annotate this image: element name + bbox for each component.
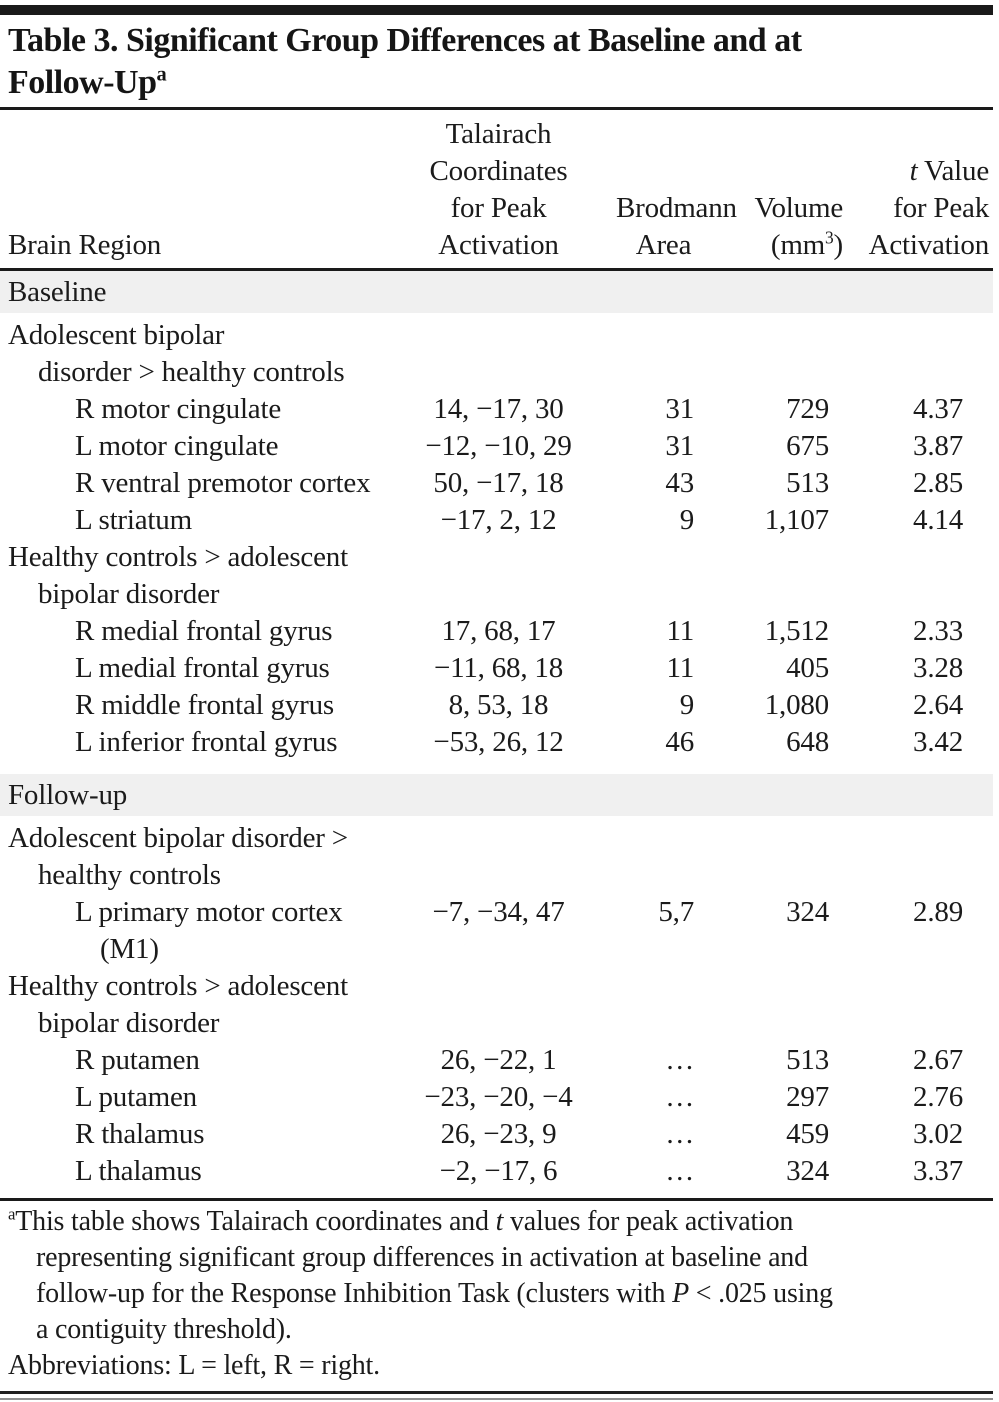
cell-brain-region: L medial frontal gyrus xyxy=(75,652,330,684)
cell-coordinates: 26, −22, 1 xyxy=(440,1044,557,1076)
table-row xyxy=(0,1153,991,1190)
cell-t-value: 2.85 xyxy=(913,467,963,499)
cell-t-value: 3.37 xyxy=(913,1155,963,1187)
col-header-volume: Volume $(mm^3)$ xyxy=(754,192,843,261)
cell-t-value: 4.14 xyxy=(913,504,963,536)
cell-brodmann: … xyxy=(665,1118,694,1150)
cell-brain-region: L striatum xyxy=(75,504,192,536)
section-band-followup: Follow-up xyxy=(0,774,993,816)
cell-coordinates: 17, 68, 17 xyxy=(441,615,556,647)
cell-brain-region: R putamen xyxy=(75,1044,200,1076)
cell-brain-region: L thalamus xyxy=(75,1155,202,1187)
cell-t-value: 2.67 xyxy=(913,1044,963,1076)
cell-brodmann: 11 xyxy=(666,652,694,684)
cell-brodmann: 46 xyxy=(665,726,694,758)
cell-volume: 513 xyxy=(786,467,829,499)
abbreviations-line: Abbreviations: L = left, R = right. xyxy=(8,1350,380,1381)
group-header-line: Adolescent bipolar xyxy=(8,319,225,351)
cell-volume: 675 xyxy=(786,430,829,462)
table-row xyxy=(0,650,991,687)
table-row xyxy=(0,724,991,761)
cell-coordinates: −12, −10, 29 xyxy=(425,430,572,462)
cell-t-value: 2.64 xyxy=(913,689,963,721)
table-row xyxy=(0,428,991,465)
group-header-line: bipolar disorder xyxy=(38,578,220,610)
cell-coordinates: −53, 26, 12 xyxy=(433,726,564,758)
cell-volume: 297 xyxy=(786,1081,829,1113)
cell-brodmann: … xyxy=(665,1155,694,1187)
cell-coordinates: 8, 53, 18 xyxy=(448,689,549,721)
cell-brodmann: 43 xyxy=(665,467,694,499)
cell-coordinates: 50, −17, 18 xyxy=(433,467,564,499)
top-rule xyxy=(0,5,993,15)
table-row xyxy=(0,465,991,502)
cell-brain-region: L primary motor cortex xyxy=(75,896,343,928)
cell-brodmann: 9 xyxy=(679,689,694,721)
table-row xyxy=(0,613,991,650)
footnote-line-1: $^a$This table shows Talairach coordinates and t values for peak activation xyxy=(8,1204,794,1237)
cell-brain-region: R middle frontal gyrus xyxy=(75,689,334,721)
cell-t-value: 3.28 xyxy=(913,652,963,684)
table-row xyxy=(0,502,991,539)
table-title xyxy=(0,15,999,104)
table-footnote xyxy=(0,1204,999,1384)
cell-volume: 648 xyxy=(786,726,829,758)
col-header-brain-region: Brain Region xyxy=(8,229,162,261)
cell-brain-region: L motor cingulate xyxy=(75,430,279,462)
cell-brain-region-wrap: (M1) xyxy=(100,933,159,965)
table-row xyxy=(0,687,991,724)
cell-coordinates: −11, 68, 18 xyxy=(433,652,564,684)
cell-volume: 1,512 xyxy=(764,615,829,647)
footnote-line-3: follow-up for the Response Inhibition Task (clusters with P < .025 using xyxy=(36,1278,833,1309)
cell-t-value: 3.87 xyxy=(913,430,963,462)
cell-volume: 1,107 xyxy=(764,504,829,536)
cell-brodmann: 9 xyxy=(679,504,694,536)
cell-brain-region: R ventral premotor cortex xyxy=(75,467,371,499)
group-header-line: Healthy controls > adolescent xyxy=(8,541,348,573)
cell-coordinates: 26, −23, 9 xyxy=(440,1118,557,1150)
table-row xyxy=(0,391,991,428)
cell-volume: 324 xyxy=(786,1155,829,1187)
cell-coordinates: −23, −20, −4 xyxy=(424,1081,573,1113)
group-header-line: Adolescent bipolar disorder > xyxy=(8,822,348,854)
bottom-rule xyxy=(0,1391,993,1400)
group-abd-gt-hc-followup xyxy=(0,820,999,968)
table-row xyxy=(0,1116,991,1153)
cell-brain-region: R motor cingulate xyxy=(75,393,282,425)
cell-t-value: 2.76 xyxy=(913,1081,963,1113)
column-headers xyxy=(0,110,991,264)
cell-volume: 405 xyxy=(786,652,829,684)
group-hc-gt-abd-baseline xyxy=(0,539,999,761)
cell-brodmann: … xyxy=(665,1044,694,1076)
group-abd-gt-hc-baseline xyxy=(0,317,999,539)
cell-volume: 324 xyxy=(786,896,829,928)
footnote-line-2: representing significant group differences in activation at baseline and xyxy=(36,1242,808,1273)
journal-table-figure xyxy=(0,5,999,1402)
section-band-baseline: Baseline xyxy=(0,271,993,313)
cell-brodmann: 31 xyxy=(665,393,694,425)
cell-brain-region: R thalamus xyxy=(75,1118,205,1150)
cell-volume: 1,080 xyxy=(764,689,829,721)
cell-coordinates: −2, −17, 6 xyxy=(439,1155,558,1187)
cell-brain-region: L inferior frontal gyrus xyxy=(75,726,338,758)
cell-brodmann: 5,7 xyxy=(658,896,694,928)
cell-brodmann: 11 xyxy=(666,615,694,647)
table-row xyxy=(0,1079,991,1116)
group-header-line: bipolar disorder xyxy=(38,1007,220,1039)
cell-coordinates: 14, −17, 30 xyxy=(433,393,564,425)
footnote-marker: a xyxy=(8,1204,16,1224)
cell-t-value: 2.33 xyxy=(913,615,963,647)
group-hc-gt-abd-followup xyxy=(0,968,999,1190)
col-header-talairach: Talairach Coordinates for Peak Activation xyxy=(429,118,568,261)
cell-t-value: 3.02 xyxy=(913,1118,963,1150)
cell-volume: 513 xyxy=(786,1044,829,1076)
table-title-line2: Follow-Up$^a$ xyxy=(8,63,167,101)
col-header-brodmann: Brodmann Area xyxy=(616,192,737,261)
group-header-line: disorder > healthy controls xyxy=(38,356,345,388)
cell-brain-region: R medial frontal gyrus xyxy=(75,615,333,647)
cell-brodmann: … xyxy=(665,1081,694,1113)
cell-brodmann: 31 xyxy=(665,430,694,462)
group-header-line: healthy controls xyxy=(38,859,221,891)
title-footnote-marker: a xyxy=(156,63,167,86)
cell-t-value: 3.42 xyxy=(913,726,963,758)
col-header-t-value: t Value for Peak Activation xyxy=(868,155,989,261)
cell-volume: 729 xyxy=(786,393,829,425)
cell-t-value: 4.37 xyxy=(913,393,963,425)
cell-coordinates: −7, −34, 47 xyxy=(432,896,565,928)
table-row xyxy=(0,894,991,931)
footnote-divider xyxy=(0,1198,993,1201)
group-header-line: Healthy controls > adolescent xyxy=(8,970,348,1002)
cell-coordinates: −17, 2, 12 xyxy=(440,504,557,536)
cell-brain-region: L putamen xyxy=(75,1081,197,1113)
cell-t-value: 2.89 xyxy=(913,896,963,928)
table-row xyxy=(0,1042,991,1079)
cell-volume: 459 xyxy=(786,1118,829,1150)
footnote-line-4: a contiguity threshold). xyxy=(36,1314,292,1345)
table-title-line1: Table 3. Significant Group Differences at Baseline and at xyxy=(8,22,802,59)
